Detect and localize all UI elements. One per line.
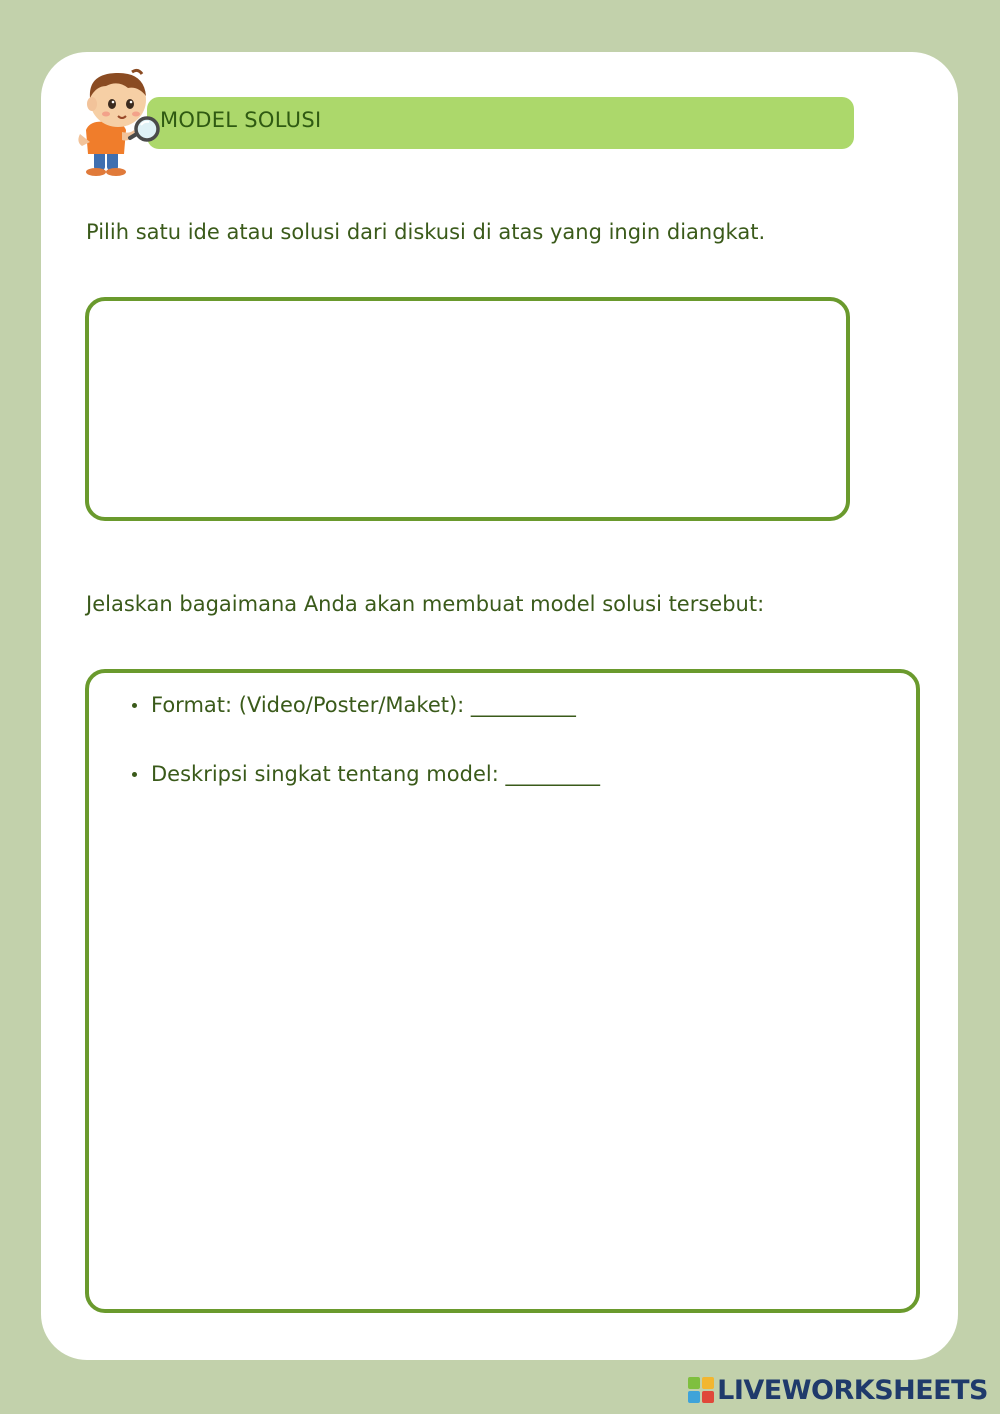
format-label: Format: (Video/Poster/Maket): __________ — [151, 693, 576, 717]
solution-answer-box[interactable] — [85, 297, 850, 521]
liveworksheets-brand — [688, 1372, 988, 1408]
bullet-icon — [132, 703, 137, 708]
page-title: MODEL SOLUSI — [160, 108, 322, 132]
bullet-icon — [132, 772, 137, 777]
liveworksheets-logo-icon — [688, 1377, 714, 1403]
brand-name: LIVEWORKSHEETS — [717, 1374, 988, 1406]
model-details-list — [130, 690, 600, 789]
list-item-format — [130, 690, 600, 720]
instruction-explain-model: Jelaskan bagaimana Anda akan membuat model solusi tersebut: — [86, 592, 765, 616]
description-label: Deskripsi singkat tentang model: _________ — [151, 762, 600, 786]
boy-with-magnifying-glass-icon — [72, 68, 164, 178]
instruction-choose-solution: Pilih satu ide atau solusi dari diskusi di atas yang ingin diangkat. — [86, 220, 766, 244]
list-item-description — [130, 759, 600, 789]
